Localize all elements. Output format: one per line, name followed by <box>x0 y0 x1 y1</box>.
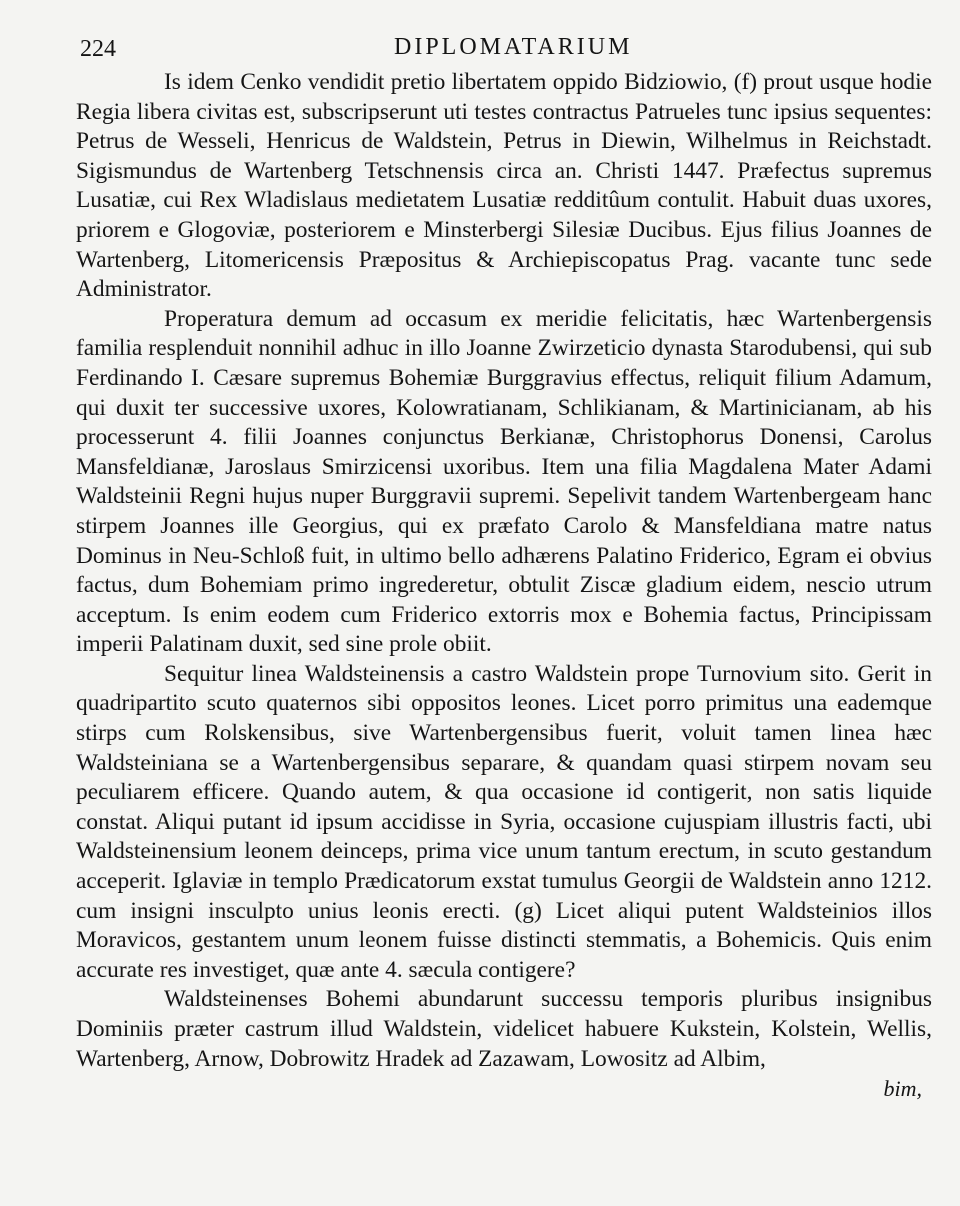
paragraph-4: Waldsteinenses Bohemi abundarunt successu temporis pluribus insignibus Dominiis præter castrum illud Waldstein, videlicet habuere Kukstein, Kolstein, Wellis, Wartenberg, Arnow, Dobrowitz Hradek ad Zazawam, Lowositz ad Albim, <box>76 986 932 1072</box>
page-number: 224 <box>80 36 116 62</box>
page-header <box>76 30 934 64</box>
body-text <box>76 68 932 1074</box>
paragraph-3: Sequitur linea Waldsteinensis a castro Waldstein prope Turnovium sito. Gerit in quadripartito scuto quaternos sibi oppositos leones. Licet porro primitus una eademque stirps cum Rolskensibus, sive Wartenbergensibus fuerit, voluit tamen linea hæc Waldsteiniana se a Wartenbergensibus separare, & quandam quasi stirpem novam seu peculiarem efficere. Quando autem, & qua occasione id contigerit, non satis liquide constat. Aliqui putant id ipsum accidisse in Syria, occasione cujuspiam illustris facti, ubi Waldsteinensium leonem deinceps, prima vice unum tantum erectum, in scuto gestandum acceperit. Iglaviæ in templo Prædicatorum exstat tumulus Georgii de Waldstein anno 1212. cum insigni insculpto unius leonis erecti. (g) Licet aliqui putent Waldsteinios illos Moravicos, gestantem unum leonem fuisse distincti stemmatis, a Bohemicis. Quis enim accurate res investiget, quæ ante 4. sæcula contigere? <box>76 660 932 983</box>
running-title: DIPLOMATARIUM <box>394 34 633 60</box>
catchword: bim, <box>883 1076 922 1102</box>
paragraph-1: Is idem Cenko vendidit pretio libertatem oppido Bidziowio, (f) prout usque hodie Regia libera civitas est, subscripserunt uti testes contractus Patrueles tunc ipsius sequentes: Petrus de Wesseli, Henricus de Waldstein, Petrus in Diewin, Wilhelmus in Reichstadt. Sigismundus de Wartenberg Tetschnensis circa an. Christi 1447. Præfectus supremus Lusatiæ, cui Rex Wladislaus medietatem Lusatiæ redditûum contulit. Habuit duas uxores, priorem e Glogoviæ, posteriorem e Minsterbergi Silesiæ Ducibus. Ejus filius Joannes de Wartenberg, Litomericensis Præpositus & Archiepiscopatus Prag. vacante tunc sede Administrator. <box>76 69 932 303</box>
paragraph-2: Properatura demum ad occasum ex meridie felicitatis, hæc Wartenbergensis familia resplenduit nonnihil adhuc in illo Joanne Zwirzeticio dynasta Starodubensi, qui sub Ferdinando I. Cæsare supremus Bohemiæ Burggravius effectus, reliquit filium Adamum, qui duxit ter successive uxores, Kolowratianam, Schlikianam, & Martinicianam, ab his processerunt 4. filii Joannes conjunctus Berkianæ, Christophorus Donensi, Carolus Mansfeldianæ, Jaroslaus Smirzicensi uxoribus. Item una filia Magdalena Mater Adami Waldsteinii Regni hujus nuper Burggravii supremi. Sepelivit tandem Wartenbergeam hanc stirpem Joannes ille Georgius, qui ex præfato Carolo & Mansfeldiana matre natus Dominus in Neu-Schloß fuit, in ultimo bello adhærens Palatino Friderico, Egram ei obvius factus, dum Bohemiam primo ingrederetur, obtulit Ziscæ gladium eidem, nescio utrum acceptum. Is enim eodem cum Friderico extorris mox e Bohemia factus, Principissam imperii Palatinam duxit, sed sine prole obiit. <box>76 305 932 658</box>
